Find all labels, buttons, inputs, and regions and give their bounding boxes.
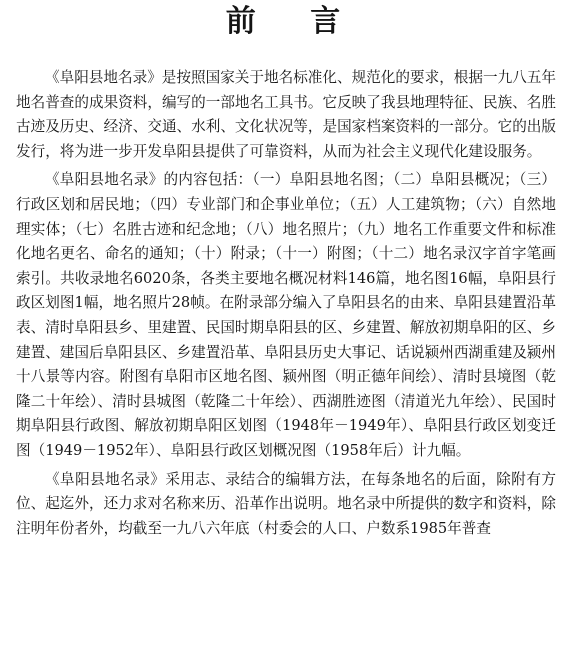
paragraph-purpose: 《阜阳县地名录》是按照国家关于地名标准化、规范化的要求，根据一九八五年地名普查的成果资料，编写的一部地名工具书。它反映了我县地理特征、民族、名胜古迹及历史、经济、交通、水利、文化状况等，是国家档案资料的一部分。它的出版发行，将为进一步开发阜阳县提供了可靠资料，从而为社会主义现代化建设服务。 xyxy=(16,69,556,160)
page-title: 前 言 xyxy=(225,4,363,39)
document-body xyxy=(16,66,556,541)
paragraph-method: 《阜阳县地名录》采用志、录结合的编辑方法，在每条地名的后面，除附有方位、起迄外，还力求对名称来历、沿革作出说明。地名录中所提供的数字和资料，除注明年份者外，均截至一九八六年底（村委会的人口、户数系1985年普查 xyxy=(16,470,556,537)
paragraph-contents: 《阜阳县地名录》的内容包括：（一）阜阳县地名图；（二）阜阳县概况；（三）行政区划和居民地；（四）专业部门和企事业单位；（五）人工建筑物；（六）自然地理实体；（七）名胜古迹和纪念地；（八）地名照片；（九）地名工作重要文件和标准化地名更名、命名的通知；（十）附录；（十一）附图；（十二）地名录汉字首字笔画索引。共收录地名6020条，各类主要地名概况材料146篇，地名图16幅，阜阳县行政区划图1幅，地名照片28帧。在附录部分编入了阜阳县名的由来、阜阳县建置沿革表、清时阜阳县乡、里建置、民国时期阜阳县的区、乡建置、解放初期阜阳的区、乡建置、建国后阜阳县区、乡建置沿革、阜阳县历史大事记、话说颍州西湖重建及颍州十八景等内容。附图有阜阳市区地名图、颍州图（明正德年间绘）、清时县境图（乾隆二十年绘）、清时县城图（乾隆二十年绘）、西湖胜迹图（清道光九年绘）、民国时期阜阳县行政图、解放初期阜阳区划图（1948年－1949年）、阜阳县行政区划变迁图（1949－1952年）、阜阳县行政区划概况图（1958年后）计九幅。 xyxy=(16,171,556,459)
